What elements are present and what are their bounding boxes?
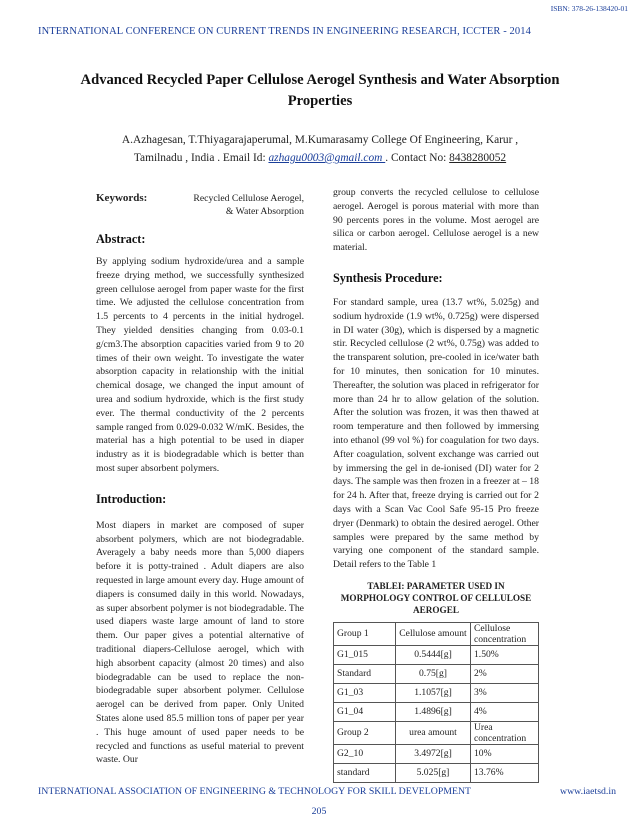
affiliation-text: Tamilnadu , India . Email Id:: [133, 152, 269, 164]
keywords-label: Keywords:: [96, 192, 148, 204]
page-number: 205: [311, 806, 327, 817]
author-block: [60, 131, 580, 167]
introduction-heading: Introduction:: [96, 491, 167, 506]
table-row: [334, 622, 539, 645]
table-row: [334, 763, 539, 782]
table-cell: 1.1057[g]: [396, 683, 471, 702]
synthesis-heading: Synthesis Procedure:: [333, 270, 443, 285]
table-cell: Standard: [334, 664, 396, 683]
table-cell: standard: [334, 763, 396, 782]
authors-line: A.Azhagesan, T.Thiyagarajaperumal, M.Kumarasamy College Of Engineering, Karur ,: [121, 134, 519, 146]
parameters-table: [333, 622, 539, 783]
table-cell: G2_10: [334, 744, 396, 763]
footer-website-link[interactable]: www.iaetsd.in: [560, 786, 616, 797]
table-cell: 13.76%: [471, 763, 539, 782]
contact-number[interactable]: 8438280052: [449, 152, 507, 164]
table-row: [334, 683, 539, 702]
table-cell: 5.025[g]: [396, 763, 471, 782]
table-cell: 4%: [471, 702, 539, 721]
table-cell: 3%: [471, 683, 539, 702]
paper-title: Advanced Recycled Paper Cellulose Aerogel Synthesis and Water Absorption Properties: [80, 72, 560, 109]
table-cell: urea amount: [396, 721, 471, 744]
right-intro-text: group converts the recycled cellulose to cellulose aerogel. Aerogel is porous material with more than 90 percents pores in the volume. Most aerogel are silica or carbon aerogel. Cellulose aerogel is a new material.: [333, 187, 539, 254]
affiliation-line: [60, 149, 580, 167]
keywords-text: Recycled Cellulose Aerogel, & Water Absorption: [193, 193, 304, 217]
table-caption: TABLEI: PARAMETER USED IN MORPHOLOGY CONTROL OF CELLULOSE AEROGEL: [340, 580, 532, 615]
table-row: [334, 664, 539, 683]
table-cell: 10%: [471, 744, 539, 763]
table-cell: G1_04: [334, 702, 396, 721]
table-row: [334, 702, 539, 721]
right-column: [333, 186, 539, 783]
table-cell: Group 2: [334, 721, 396, 744]
table-cell: 2%: [471, 664, 539, 683]
table-cell: 3.4972[g]: [396, 744, 471, 763]
table-cell: 0.75[g]: [396, 664, 471, 683]
table-cell: Cellulose amount: [396, 622, 471, 645]
synthesis-text: For standard sample, urea (13.7 wt%, 5.025g) and sodium hydroxide (1.9 wt%, 0.725g) were dispersed in DI water (30g), which is dispersed by a magnetic stir. Recycled cellulose (2 wt%, 0.75g) was added to the transparent solution, pre-cooled in ice/water bath for 10 minutes, then sonication for 10 minutes. Thereafter, the solution was placed in refrigerator for more than 24 hr to allow gelation of the solution. After the solution was frozen, it was then thawed at room temperature and then followed by immersing into ethanol (99 vol %) for coagulation for two days. After coagulation, solvent exchange was carried out by immersing the gel in de-ionised (DI) water for 2 days. The sample was then frozen in a freezer at – 18 for 24 h. After that, freeze drying is carried out for 2 days with a Scan Vac Cool Safe 95-15 Pro freeze dryer (Denmark) to obtain the desired aerogel. Other samples were prepared by the same method by varying one component of the standard sample. Detail refers to the Table 1: [333, 296, 539, 571]
table-row: [334, 721, 539, 744]
table-cell: G1_015: [334, 645, 396, 664]
table-cell: Cellulose concentration: [471, 622, 539, 645]
table-row: [334, 744, 539, 763]
conference-header: INTERNATIONAL CONFERENCE ON CURRENT TRENDS IN ENGINEERING RESEARCH, ICCTER - 2014: [38, 26, 531, 37]
table-cell: Urea concentration: [471, 721, 539, 744]
introduction-text: Most diapers in market are composed of super absorbent polymers, which are not biodegradable. Averagely a baby needs more than 5,000 diapers before it is potty-trained . Adult diapers are also requested in large amount every day. Huge amount of diapers is consumed daily in this world. Nowadays, as super absorbent polymer is not biodegradable. The used diapers waste large amount of land to store them. Our paper gives a potential alternative of traditional diapers-Cellulose aerogel, which with high absorbent capacity (almost 20 times) and also biodegradable can be used to replace the non-biodegradable super absorbent polymer. Cellulose aerogel can be derived from paper. Only United States alone used 85.5 million tons of paper per year . This huge amount of used paper needs to be recycled and functions as useful material to prevent waste. Our: [96, 519, 304, 766]
table-row: [334, 645, 539, 664]
contact-label: . Contact No:: [385, 152, 450, 164]
email-link[interactable]: azhagu0003@gmail.com: [268, 152, 386, 164]
table-cell: 1.4896[g]: [396, 702, 471, 721]
table-cell: 1.50%: [471, 645, 539, 664]
abstract-heading: Abstract:: [96, 232, 146, 246]
table-cell: Group 1: [334, 622, 396, 645]
abstract-text: By applying sodium hydroxide/urea and a sample freeze drying method, we successfully synthesized green cellulose aerogel from paper waste for the first time. We adjusted the cellulose concentration from 1.5 percents to 4 percents in the initial hydrogel. They yielded densities changing from 0.03-0.1 g/cm3.The absorption capacities varied from 9 to 20 times of their own weight. To investigate the water absorption capacity in relationship with the initial chemical dosage, we changed the input amount of urea and sodium hydroxide, which is the first study ever. The thermal conductivity of the 2 percents sample ranged from 0.029-0.032 W/mK. Besides, the material has a high potential to be used in diaper industry as it is biodegradable which is better than most super absorbent polymers.: [96, 256, 304, 474]
keywords: [96, 192, 304, 220]
table-cell: G1_03: [334, 683, 396, 702]
isbn-label: ISBN: 378-26-138420-01: [550, 4, 628, 13]
footer-association: INTERNATIONAL ASSOCIATION OF ENGINEERING & TECHNOLOGY FOR SKILL DEVELOPMENT: [38, 786, 472, 797]
table-cell: 0.5444[g]: [396, 645, 471, 664]
left-column: [96, 192, 304, 767]
